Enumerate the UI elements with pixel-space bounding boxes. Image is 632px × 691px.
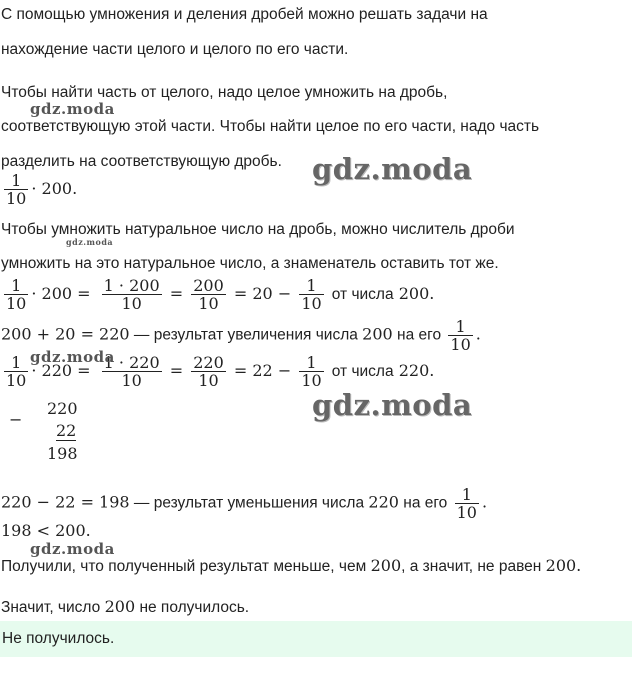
conclusion-line-2: Значит, число 200 не получилось. (1, 597, 250, 616)
answer-text: Не получилось. (2, 630, 115, 647)
intro-line-3: Чтобы найти часть от целого, надо целое умножить на дробь, (1, 84, 448, 101)
difference: 198 (47, 444, 78, 463)
minuend: 220 (47, 399, 78, 418)
conclusion-line: Получили, что полученный результат меньше, чем 200, а значит, не равен 200. (1, 556, 582, 575)
answer-box (0, 621, 632, 657)
minus-sign: − (9, 410, 23, 429)
comparison: 198 < 200. (1, 521, 91, 540)
intro-line-1: С помощью умножения и деления дробей можно решать задачи на (1, 6, 488, 23)
calculation-4: 220 − 22 = 198 — результат уменьшения числа 220 на его $\frac{1}{10}$ . (1, 485, 488, 522)
watermark: gdz.moda (30, 100, 115, 118)
calculation-3: $\frac{1}{10}$ · 220 = $\frac{1 \cdot 220}{10}$ = $\frac{220}{10}$ = 22 − $\frac{1}{10}$ от числа 220. (6, 353, 435, 390)
watermark: gdz.moda (30, 540, 115, 558)
rule-line-2: умножить на это натуральное число, а знаменатель оставить тот же. (1, 255, 499, 272)
watermark: gdz.moda (30, 348, 115, 366)
watermark: gdz.moda (312, 152, 473, 186)
rule-line-1: Чтобы умножить натуральное число на дробь, можно числитель дроби (1, 221, 515, 238)
expression-fraction-200: $\frac{1}{10}$ · 200. (6, 171, 78, 208)
watermark: gdz.moda (66, 237, 114, 247)
calculation-1: $\frac{1}{10}$ · 200 = $\frac{1 \cdot 200}{10}$ = $\frac{200}{10}$ = 20 − $\frac{1}{10}$ от числа 200. (6, 276, 435, 313)
fraction: $\frac{1}{10}$ (6, 171, 27, 208)
intro-line-5: разделить на соответствующую дробь. (1, 153, 282, 170)
subtrahend: 22 (56, 421, 77, 440)
intro-line-4: соответствующую этой части. Чтобы найти целое по его части, надо часть (1, 118, 540, 135)
calculation-2: 200 + 20 = 220 — результат увеличения числа 200 на его $\frac{1}{10}$ . (1, 317, 481, 354)
intro-line-2: нахождение части целого и целого по его части. (1, 41, 349, 58)
watermark: gdz.moda (312, 388, 473, 422)
